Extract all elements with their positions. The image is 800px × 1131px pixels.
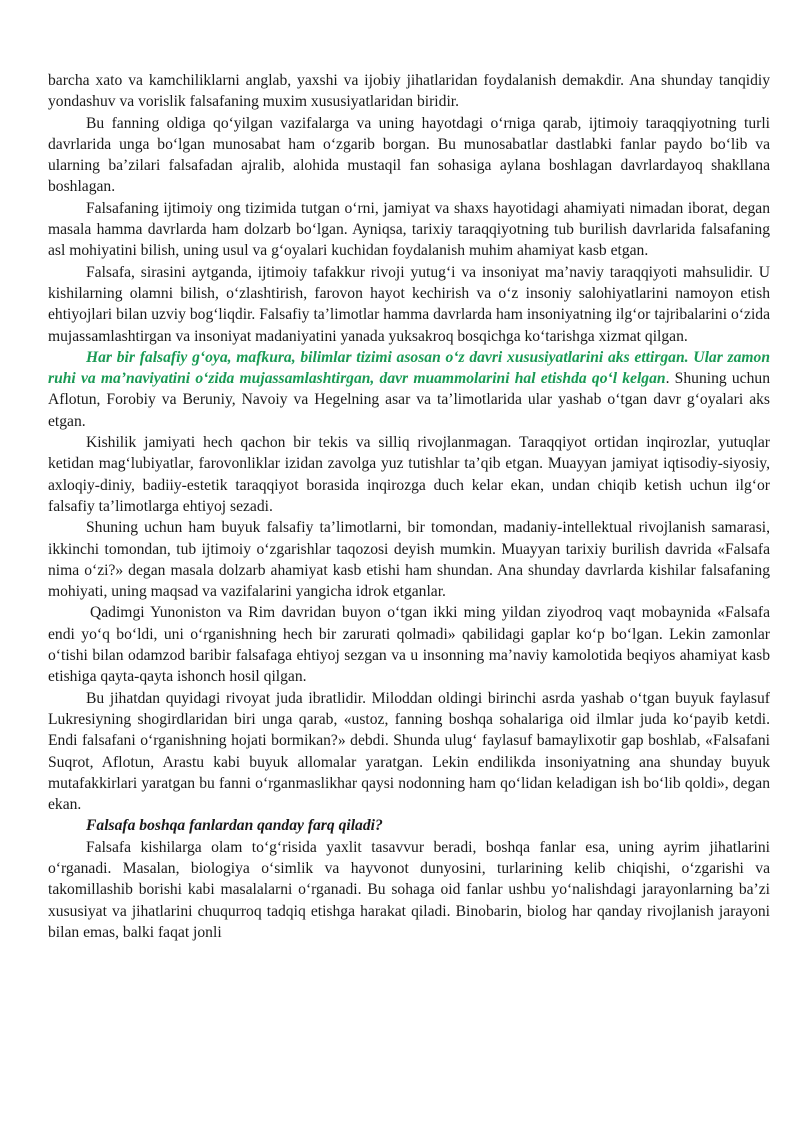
paragraph-society-development: Kishilik jamiyati hech qachon bir tekis va silliq rivojlanmagan. Taraqqiyot ortidan inqirozlar, yutuqlar ketidan mag‘lubiyatlar, farovonliklar izidan zavolga yuz tutishlar ta’qib etgan. Muayyan jamiyat iqtisodiy-siyosiy, axloqiy-diniy, badiiy-estetik taraqqiyot borasida inqirozga duch kelar ekan, undan chiqib ketish uchun ilg‘or falsafiy ta’limotlarga ehtiyoj sezadi.: [48, 434, 770, 515]
paragraph-emphasized-idea: [48, 347, 770, 432]
paragraph-text: . Shuning uchun Aflotun, Forobiy va Beruniy, Navoiy va Hegelning asar va ta’limotlarida ular yashab o‘tgan davr g‘oyalari aks etgan.: [48, 370, 770, 430]
paragraph-philosophy-product: Falsafa, sirasini aytganda, ijtimoiy tafakkur rivoji yutug‘i va insoniyat ma’naviy taraqqiyoti mahsulidir. U kishilarning olamni bilish, o‘zlashtirish, farovon hayot kechirish va o‘z insoniy salohiyatlarini namoyon etish ehtiyojlari bilan uzviy bog‘liqdir. Falsafiy ta’limotlar hamma davrlarda ham insoniyatning ilg‘or tajribalarini o‘zida mujassamlashtirgan va insoniyat madaniyatini yanada yuksakroq bosqichga ko‘tarishga xizmat qilgan.: [48, 263, 770, 345]
emphasized-text: Har bir falsafiy g‘oya, mafkura, bilimlar tizimi asosan o‘z davri xususiyatlarini aks ettirgan. Ular zamon ruhi va ma’naviyatini o‘zida mujassamlashtirgan, davr muammolarini hal etishda qo‘l kelgan: [48, 348, 770, 388]
paragraph-ancient-greece: Qadimgi Yunoniston va Rim davridan buyon o‘tgan ikki ming yildan ziyodroq vaqt mobaynida «Falsafa endi yo‘q bo‘ldi, uni o‘rganishning hech bir zarurati qolmadi» qabilidagi gaplar ko‘p bo‘lgan. Lekin zamonlar o‘tishi bilan odamzod baribir falsafaga ehtiyoj sezgan va u insonning ma’naviy kamolotida beqiyos ahamiyat kasb etishiga qayta-qayta ishonch hosil qilgan.: [48, 604, 770, 686]
paragraph-lucretius-story: Bu jihatdan quyidagi rivoyat juda ibratlidir. Miloddan oldingi birinchi asrda yashab o‘tgan buyuk faylasuf Lukresiyning shogirdlaridan biri unga qarab, «ustoz, fanning boshqa sohalariga oid ilmlar juda ko‘payib ketdi. Endi falsafani o‘rganishning hojati bormikan?» debdi. Shunda ulug‘ faylasuf bamaylixotir gap boshlab, «Falsafani Suqrot, Aflotun, Arastu kabi buyuk allomalar yaratgan. Lekin endilikda insoniyatning ana shunday buyuk mutafakkirlari yaratgan bu fanni o‘rganmaslikhar qaysi nodonning ham qo‘lidan keladigan ish bo‘lib qoldi», degan ekan.: [48, 689, 770, 814]
paragraph-attitude-history: Bu fanning oldiga qo‘yilgan vazifalarga va uning hayotdagi o‘rniga qarab, ijtimoiy taraqqiyotning turli davrlarida unga bo‘lgan munosabat ham o‘zgarib borgan. Bu munosabatlar dastlabki fanlar paydo bo‘lib va ularning ba’zilari falsafadan ajralib, alohida mustaqil fan sohasiga aylana boshlagan davrlardayoq shakllana boshlagan.: [48, 114, 770, 196]
paragraph-philosophy-vs-sciences: Falsafa kishilarga olam to‘g‘risida yaxlit tasavvur beradi, boshqa fanlar esa, uning ayrim jihatlarini o‘rganadi. Masalan, biologiya o‘simlik va hayvonot dunyosini, turlarining kelib chiqishi, o‘zgarishi va takomillashib borishi kabi masalalarni o‘rganadi. Bu sohaga oid fanlar ushbu yo‘nalishdagi jarayonlarning ba’zi xususiyat va jihatlarini chuqurroq tadqiq etishga harakat qiladi. Binobarin, biolog har qanday rivojlanish jarayoni bilan emas, balki faqat jonli: [48, 838, 770, 941]
paragraph-continuation: barcha xato va kamchiliklarni anglab, yaxshi va ijobiy jihatlaridan foydalanish demakdir. Ana shunday tanqidiy yondashuv va vorislik falsafaning muxim xususiyatlaridan biridir.: [48, 72, 770, 111]
paragraph-great-teachings: Shuning uchun ham buyuk falsafiy ta’limotlarni, bir tomondan, madaniy-intellektual rivojlanish samarasi, ikkinchi tomondan, tub ijtimoiy o‘zgarishlar taqozosi deyish mumkin. Muayyan tarixiy burilish davrida «Falsafa nima o‘zi?» degan masala dolzarb ahamiyat kasb etishi ham shundan. Ana shunday davrlarda kishilar falsafaning mohiyati, uning maqsad va vazifalarini yangicha idrok etganlar.: [48, 519, 770, 601]
section-heading: Falsafa boshqa fanlardan qanday farq qiladi?: [86, 817, 383, 835]
document-page: [48, 70, 770, 943]
paragraph-social-consciousness: Falsafaning ijtimoiy ong tizimida tutgan o‘rni, jamiyat va shaxs hayotidagi ahamiyati nimadan iborat, degan masala hamma davrlarda ham dolzarb bo‘lgan. Ayniqsa, tarixiy taraqqiyotning tub burilish davrlarida falsafaning asl mohiyatini bilish, uning usul va g‘oyalari kuchidan foydalanish muhim ahamiyat kasb etgan.: [48, 199, 770, 260]
